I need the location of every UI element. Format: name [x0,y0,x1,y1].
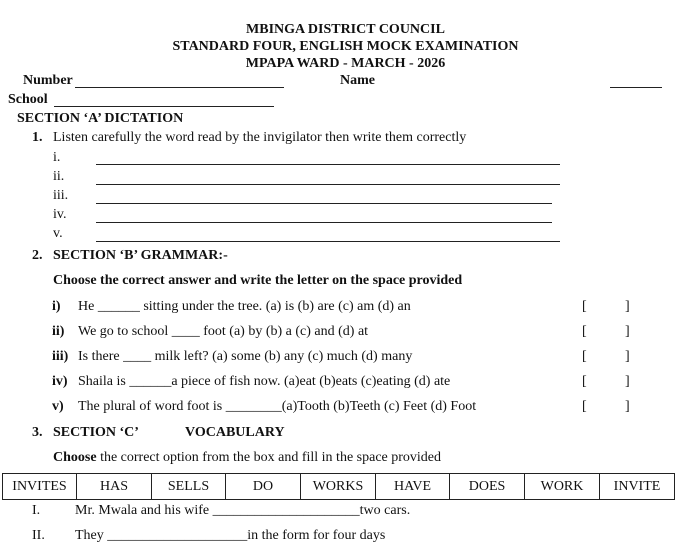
vocab-item-text [75,528,385,544]
q3-instruction-bold: Choose [53,450,97,465]
vocab-item-text [75,503,410,519]
number-label: Number [23,73,73,88]
q1-instruction: Listen carefully the word read by the invigilator then write them correctly [53,130,467,145]
answer-bracket-close: ] [625,349,630,364]
q3-instruction [53,450,441,466]
school-field[interactable] [54,106,274,107]
answer-bracket-close: ] [625,374,630,389]
dictation-line[interactable] [96,164,560,165]
grammar-q-number: i) [52,299,61,314]
dictation-item-label: iii. [53,188,69,203]
answer-bracket-close: ] [625,299,630,314]
word-box-cell: WORKS [301,474,376,500]
answer-bracket-close: ] [625,324,630,339]
q1-number: 1. [32,130,43,145]
q3-number: 3. [32,425,43,440]
grammar-q-text: The plural of word foot is ________(a)Tooth (b)Teeth (c) Feet (d) Foot [78,399,477,414]
vocab-item-number: I. [32,503,41,518]
dictation-line[interactable] [96,203,552,204]
answer-bracket-open: [ [582,349,587,364]
vocab-item-after: in the form for four days [247,528,386,543]
word-box-cell: INVITES [3,474,77,500]
answer-bracket-open: [ [582,374,587,389]
word-box-cell: INVITE [600,474,675,500]
header-ward-date: MPAPA WARD - MARCH - 2026 [245,56,446,71]
word-box-cell: DO [226,474,301,500]
section-b-title: SECTION ‘B’ GRAMMAR:- [53,248,228,263]
vocab-item-before: Mr. Mwala and his wife _____________________ [75,503,360,518]
section-a-title: SECTION ‘A’ DICTATION [17,111,184,126]
header-council: MBINGA DISTRICT COUNCIL [246,22,445,37]
dictation-line[interactable] [96,241,560,242]
word-box-cell: HAS [77,474,152,500]
name-label: Name [340,73,375,88]
vocabulary-word-box [2,473,675,500]
grammar-q-number: iv) [52,374,68,389]
grammar-q-number: ii) [52,324,65,339]
grammar-q-number: v) [52,399,64,414]
answer-bracket-open: [ [582,324,587,339]
dictation-line[interactable] [96,184,560,185]
school-label: School [8,92,48,107]
dictation-line[interactable] [96,222,552,223]
section-c-title: SECTION ‘C’ [53,425,139,440]
vocab-item-before: They ____________________ [75,528,248,543]
dictation-item-label: i. [53,150,61,165]
grammar-q-text: We go to school ____ foot (a) by (b) a (c) and (d) at [78,324,369,339]
word-box-cell: HAVE [376,474,450,500]
q2-instruction: Choose the correct answer and write the letter on the space provided [53,273,463,288]
header-exam-title: STANDARD FOUR, ENGLISH MOCK EXAMINATION [172,39,519,54]
number-field[interactable] [75,87,284,88]
word-box-cell: WORK [525,474,600,500]
grammar-q-text: Shaila is ______a piece of fish now. (a)eat (b)eats (c)eating (d) ate [78,374,451,389]
dictation-item-label: iv. [53,207,67,222]
section-c-subtitle: VOCABULARY [185,425,285,440]
answer-bracket-open: [ [582,299,587,314]
vocab-item-number: II. [32,528,45,543]
answer-bracket-close: ] [625,399,630,414]
grammar-q-text: He ______ sitting under the tree. (a) is (b) are (c) am (d) an [78,299,411,314]
answer-bracket-open: [ [582,399,587,414]
word-box-cell: SELLS [152,474,226,500]
q3-instruction-rest: the correct option from the box and fill in the space provided [96,450,442,465]
dictation-item-label: ii. [53,169,65,184]
q2-number: 2. [32,248,43,263]
grammar-q-number: iii) [52,349,69,364]
name-field[interactable] [610,87,662,88]
word-box-cell: DOES [450,474,525,500]
grammar-q-text: Is there ____ milk left? (a) some (b) any (c) much (d) many [78,349,413,364]
vocab-item-after: two cars. [359,503,411,518]
dictation-item-label: v. [53,226,63,241]
